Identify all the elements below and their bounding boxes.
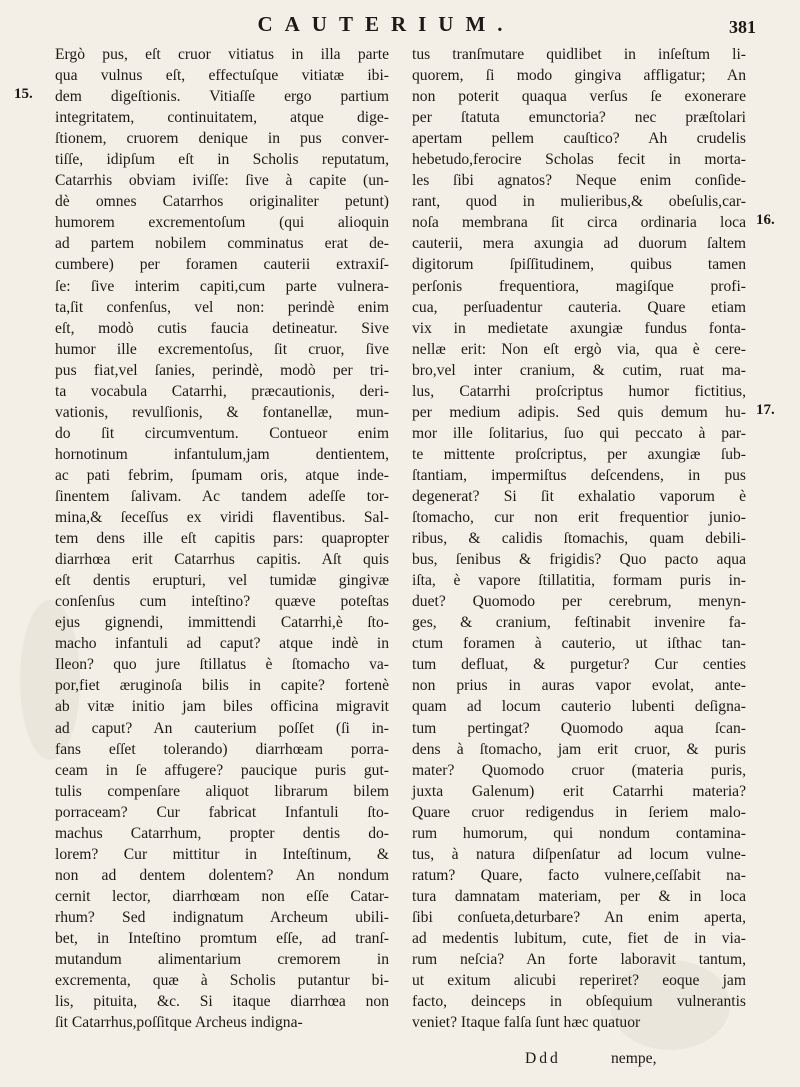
text-line: noſa membrana ſit circa ordinaria loca — [412, 214, 746, 232]
margin-number: 15. — [14, 86, 33, 102]
text-line: tiſſe, idipſum eſt in Scholis reputatum, — [55, 151, 389, 169]
right-text-column — [412, 44, 746, 1033]
text-line: tum pertingat? Quomodo aqua ſcan- — [412, 719, 746, 737]
text-line: non prius in auras vapor evolat, ante- — [412, 677, 746, 695]
text-line: qua vulnus eſt, effectuſque vitiatæ ibi- — [55, 67, 389, 85]
text-line: lus, Catarrhi proſcriptus humor fictitius, — [412, 382, 746, 400]
text-line: vationis, revulſionis, & fontanellæ, mun- — [55, 403, 389, 421]
running-head: CAUTERIUM. — [257, 12, 515, 36]
signature-mark: Ddd — [525, 1050, 561, 1067]
text-line: cumbere) per foramen cauterii extraxiſ- — [55, 256, 389, 274]
text-line: tus tranſmutare quidlibet in inſeſtum li- — [412, 46, 746, 63]
text-line: eſt, modò cutis faucia detineatur. Sive — [55, 319, 389, 337]
text-line: ges, & cranium, feſtinabit invenire fa- — [412, 614, 746, 632]
text-line: cauterii, mera axungia ad duorum ſaltem — [412, 235, 746, 253]
text-line: rhum? Sed indignatum Archeum ubili- — [55, 908, 389, 926]
text-line: lis, pituita, &c. Si itaque diarrhœa non — [55, 993, 389, 1011]
text-line: duet? Quomodo per cerebrum, menyn- — [412, 593, 746, 611]
text-line: vix in medietate axungiæ fundus fonta- — [412, 319, 746, 337]
text-line: Catarrhis obviam iviſſe: ſive à capite (un- — [55, 172, 389, 190]
text-line: quorem, ſi modo gingiva affligatur; An — [412, 67, 746, 85]
text-line: ta,ſit confenſus, vel non: perindè enim — [55, 298, 389, 316]
text-line: ceam in ſe affugere? paucique puris gut- — [55, 761, 389, 779]
text-line: non ad dentem dolentem? An nondum — [55, 866, 389, 884]
text-line: ribus, & calidis ſtomachis, quam debili- — [412, 530, 746, 548]
text-line: nellæ erit: Non eſt ergò via, qua è cere- — [412, 340, 746, 358]
text-line: ad medentis lubitum, cute, fiet de in via- — [412, 929, 746, 947]
text-line: ad partem nobilem comminatus erat de- — [55, 235, 389, 253]
text-line: eſt dentis erupturi, vel tumidæ gingivæ — [55, 572, 389, 590]
left-text-column — [55, 44, 389, 1033]
text-line: tum defluat, & purgetur? Cur centies — [412, 656, 746, 674]
text-line: apertam pellem cauſtico? Ah crudelis — [412, 130, 746, 148]
text-line: per ſtatuta emunctoria? nec præſtolari — [412, 109, 746, 127]
text-line: rum neſcia? An forte laboravit tantum, — [412, 951, 746, 969]
text-line: ſibi conſueta,deturbare? An enim aperta, — [412, 908, 746, 926]
text-line: bus, ſenibus & frigidis? Quo pacto aqua — [412, 551, 746, 569]
text-line: ac pati febrim, ſpumam oris, atque inde- — [55, 466, 389, 484]
text-line: fans eſſet tolerando) diarrhœam porra- — [55, 740, 389, 758]
text-line: ta vocabula Catarrhi, præcautionis, deri- — [55, 382, 389, 400]
text-line: juxta Galenum) erit Catarrhi materia? — [412, 782, 746, 800]
text-line: integritatem, continuitatem, atque dige- — [55, 109, 389, 127]
text-line: ſinentem ſalivam. Ac tandem adeſſe tor- — [55, 487, 389, 505]
text-line: macho infantuli ad caput? atque indè in — [55, 635, 389, 653]
text-line: humor ille excrementoſus, ſit cruor, ſive — [55, 340, 389, 358]
text-line: dem digeſtionis. Vitiaſſe ergo partium — [55, 88, 389, 106]
text-line: tura damnatam materiam, per & in loca — [412, 887, 746, 905]
text-line: porraceam? Cur fabricat Infantuli ſto- — [55, 803, 389, 821]
text-line: tulis compenſare aliquot librarum bilem — [55, 782, 389, 800]
text-line: per medium adipis. Sed quis demum hu- — [412, 403, 746, 421]
text-line: Ileon? quo jure ſtillatus è ſtomacho va- — [55, 656, 389, 674]
text-line: ſit Catarrhus,poſſitque Archeus indigna- — [55, 1014, 303, 1032]
text-line: diarrhœa erit Catarrhus capitis. Aſt quis — [55, 551, 389, 569]
margin-number: 16. — [756, 212, 775, 228]
text-line: ſe: ſive interim capiti,cum parte vulnera- — [55, 277, 389, 295]
text-line: pus fiat,vel ſanies, perindè, modò per tri- — [55, 361, 389, 379]
text-line: iſta, è vapore ſtillatitia, formam puris in- — [412, 572, 746, 590]
text-line: bro,vel inter cranium, & cutim, ruat ma- — [412, 361, 746, 379]
text-line: ſtomacho, cur non erit frequentior junio- — [412, 509, 746, 527]
text-line: degenerat? Si ſit exhalatio vaporum è — [412, 487, 746, 505]
text-line: ratum? Quare, facto vulnere,ceſſabit na- — [412, 866, 746, 884]
text-line: rum humorum, qui nondum contamina- — [412, 824, 746, 842]
text-line: ctum foramen à cauterio, ut iſthac tan- — [412, 635, 746, 653]
text-line: humorem excrementoſum (qui alioquin — [55, 214, 389, 232]
text-line: ad caput? An cauterium poſſet (ſi in- — [55, 719, 389, 737]
text-line: non poterit quaqua verſus ſe exonerare — [412, 88, 746, 106]
page-number: 381 — [729, 17, 756, 37]
text-line: hebetudo,ferocire Scholas fecit in morta- — [412, 151, 746, 169]
text-line: lorem? Cur mittitur in Inteſtinum, & — [55, 845, 389, 863]
text-line: por,fiet æruginoſa bilis in capite? fortenè — [55, 677, 389, 695]
text-line: quam ad locum cauterio lubenti deſigna- — [412, 698, 746, 716]
text-line: ſtionem, cruorem denique in pus conver- — [55, 130, 389, 148]
text-line: digitorum ſpiſſitudinem, quibus tamen — [412, 256, 746, 274]
text-line: cernit lector, diarrhœam non eſſe Catar- — [55, 887, 389, 905]
text-line: hornotinum infantulum,jam dentientem, — [55, 445, 389, 463]
text-line: ab vitæ initio jam biles officina migravit — [55, 698, 389, 716]
text-line: perſonis frequentiora, magiſque profi- — [412, 277, 746, 295]
text-line: mor ille ſolitarius, ſuo qui peccato à par- — [412, 424, 746, 442]
text-line: te mittente proſcriptus, per axungiæ ſub- — [412, 445, 746, 463]
text-line: ut exitum alicubi reperiret? eoque jam — [412, 972, 746, 990]
text-line: conſenſus cum inteſtino? quæve poteſtas — [55, 593, 389, 611]
text-line: dè omnes Catarrhos originaliter petunt) — [55, 193, 389, 211]
text-line: ejus gignendi, immittendi Catarrhi,è ſto- — [55, 614, 389, 632]
text-line: facto, deinceps in obſequium vulnerantis — [412, 993, 746, 1011]
text-line: rant, quod in mulieribus,& obeſulis,car- — [412, 193, 746, 211]
text-line: do ſit circumventum. Contueor enim — [55, 424, 389, 442]
text-line: ſtantiam, impermiſtus deſcendens, in pus — [412, 466, 746, 484]
text-line: Quare cruor redigendus in ſeriem malo- — [412, 803, 746, 821]
text-line: les ſibi agnatos? Neque enim conſide- — [412, 172, 746, 190]
text-line: mater? Quomodo cruor (materia puris, — [412, 761, 746, 779]
text-line: mutandum alimentarium cremorem in — [55, 951, 389, 969]
catchword: nempe, — [611, 1050, 657, 1067]
text-line: mina,& ſeceſſus ex viridi flaventibus. Sal- — [55, 509, 389, 527]
text-line: dens à ſtomacho, jam erit cruor, & puris — [412, 740, 746, 758]
text-line: cua, perſuadentur cauteria. Quare etiam — [412, 298, 746, 316]
margin-number: 17. — [756, 402, 775, 418]
text-line: bet, in Inteſtino promtum eſſe, ad tranſ- — [55, 929, 389, 947]
text-line: Ergò pus, eſt cruor vitiatus in illa parte — [55, 46, 389, 63]
text-line: machus Catarrhum, propter dentis do- — [55, 824, 389, 842]
text-line: excrementa, quæ à Scholis putantur bi- — [55, 972, 389, 990]
text-line: tem dens ille eſt capitis pars: quapropter — [55, 530, 389, 548]
text-line: tus, à natura diſpenſatur ad locum vulne- — [412, 845, 746, 863]
text-line: veniet? Itaque falſa ſunt hæc quatuor — [412, 1014, 641, 1032]
